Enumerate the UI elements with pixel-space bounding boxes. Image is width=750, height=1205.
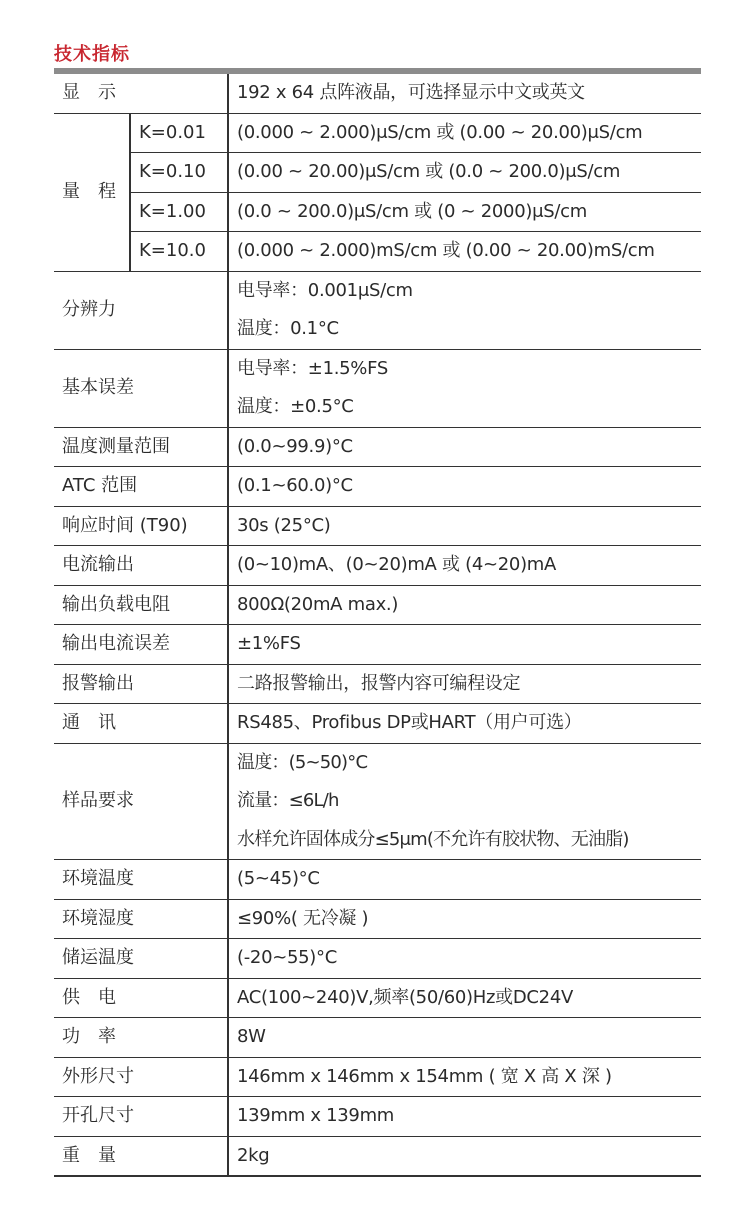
spec-row-dimensions — [54, 1057, 701, 1097]
spec-label: 显 示 — [54, 74, 228, 113]
spec-row-load-resistance — [54, 585, 701, 625]
spec-row-basic-error — [54, 349, 701, 427]
range-value: (0.000 ~ 2.000)μS/cm 或 (0.00 ~ 20.00)μS/cm — [228, 113, 701, 153]
spec-row-output-error — [54, 625, 701, 665]
spec-label: 温度测量范围 — [54, 427, 228, 467]
spec-row-alarm-output — [54, 664, 701, 704]
spec-label: 功 率 — [54, 1018, 228, 1058]
spec-value: 192 x 64 点阵液晶，可选择显示中文或英文 — [228, 74, 701, 113]
spec-value: (-20~55)°C — [228, 939, 701, 979]
spec-value — [228, 349, 701, 427]
spec-label: 样品要求 — [54, 743, 228, 860]
spec-row-atc — [54, 467, 701, 507]
spec-label: 输出负载电阻 — [54, 585, 228, 625]
spec-label: 重 量 — [54, 1136, 228, 1176]
spec-row-communication — [54, 704, 701, 744]
spec-label: 电流输出 — [54, 546, 228, 586]
spec-row-power-supply — [54, 978, 701, 1018]
spec-value: AC(100~240)V,频率(50/60)Hz或DC24V — [228, 978, 701, 1018]
spec-value: 30s (25°C) — [228, 506, 701, 546]
spec-label: 输出电流误差 — [54, 625, 228, 665]
spec-label: 开孔尺寸 — [54, 1097, 228, 1137]
spec-value — [228, 271, 701, 349]
spec-row-range — [54, 192, 701, 232]
spec-row-power — [54, 1018, 701, 1058]
spec-label: 报警输出 — [54, 664, 228, 704]
spec-label: 分辨力 — [54, 271, 228, 349]
spec-row-resolution — [54, 271, 701, 349]
range-value: (0.0 ~ 200.0)μS/cm 或 (0 ~ 2000)μS/cm — [228, 192, 701, 232]
range-k-label: K=0.10 — [130, 153, 228, 193]
spec-row-ambient-humidity — [54, 899, 701, 939]
spec-label: 环境温度 — [54, 860, 228, 900]
spec-row-temp-range — [54, 427, 701, 467]
spec-value: (5~45)°C — [228, 860, 701, 900]
spec-value: 二路报警输出，报警内容可编程设定 — [228, 664, 701, 704]
spec-row-current-output — [54, 546, 701, 586]
spec-value-line: 电导率：±1.5%FS — [237, 357, 388, 379]
spec-value: (0.1~60.0)°C — [228, 467, 701, 507]
spec-label: ATC 范围 — [54, 467, 228, 507]
spec-label: 响应时间 (T90) — [54, 506, 228, 546]
range-value: (0.00 ~ 20.00)μS/cm 或 (0.0 ~ 200.0)μS/cm — [228, 153, 701, 193]
spec-value-line: 电导率：0.001μS/cm — [237, 279, 413, 301]
spec-row-weight — [54, 1136, 701, 1176]
spec-row-response-time — [54, 506, 701, 546]
spec-value — [228, 743, 701, 860]
range-value: (0.000 ~ 2.000)mS/cm 或 (0.00 ~ 20.00)mS/cm — [228, 232, 701, 272]
spec-label: 通 讯 — [54, 704, 228, 744]
spec-value: ≤90%( 无冷凝 ) — [228, 899, 701, 939]
spec-value: ±1%FS — [228, 625, 701, 665]
spec-label: 外形尺寸 — [54, 1057, 228, 1097]
spec-value: 139mm x 139mm — [228, 1097, 701, 1137]
spec-value-line: 温度：(5~50)°C — [237, 751, 368, 773]
spec-row-range — [54, 113, 701, 153]
spec-value-line: 流量：≤6L/h — [237, 790, 339, 811]
spec-row-sample-requirements — [54, 743, 701, 860]
spec-value: (0~10)mA、(0~20)mA 或 (4~20)mA — [228, 546, 701, 586]
spec-value-line: 温度：±0.5°C — [237, 396, 354, 417]
spec-row-range — [54, 232, 701, 272]
section-title: 技术指标 — [54, 44, 130, 65]
spec-value: (0.0~99.9)°C — [228, 427, 701, 467]
spec-row-range — [54, 153, 701, 193]
spec-value: 800Ω(20mA max.) — [228, 585, 701, 625]
spec-label: 基本误差 — [54, 349, 228, 427]
spec-value-line: 水样允许固体成分≤5μm(不允许有胶状物、无油脂) — [237, 828, 629, 850]
spec-value: 2kg — [228, 1136, 701, 1176]
spec-label: 储运温度 — [54, 939, 228, 979]
spec-table — [54, 74, 701, 1177]
range-k-label: K=1.00 — [130, 192, 228, 232]
spec-row-ambient-temp — [54, 860, 701, 900]
spec-value-line: 温度：0.1°C — [237, 318, 339, 339]
spec-row-storage-temp — [54, 939, 701, 979]
spec-row-cutout — [54, 1097, 701, 1137]
spec-label: 环境湿度 — [54, 899, 228, 939]
spec-label: 量 程 — [54, 113, 130, 271]
spec-label: 供 电 — [54, 978, 228, 1018]
spec-value: RS485、Profibus DP或HART（用户可选） — [228, 704, 701, 744]
spec-value: 8W — [228, 1018, 701, 1058]
range-k-label: K=10.0 — [130, 232, 228, 272]
spec-row-display — [54, 74, 701, 113]
spec-value: 146mm x 146mm x 154mm ( 宽 X 高 X 深 ) — [228, 1057, 701, 1097]
range-k-label: K=0.01 — [130, 113, 228, 153]
